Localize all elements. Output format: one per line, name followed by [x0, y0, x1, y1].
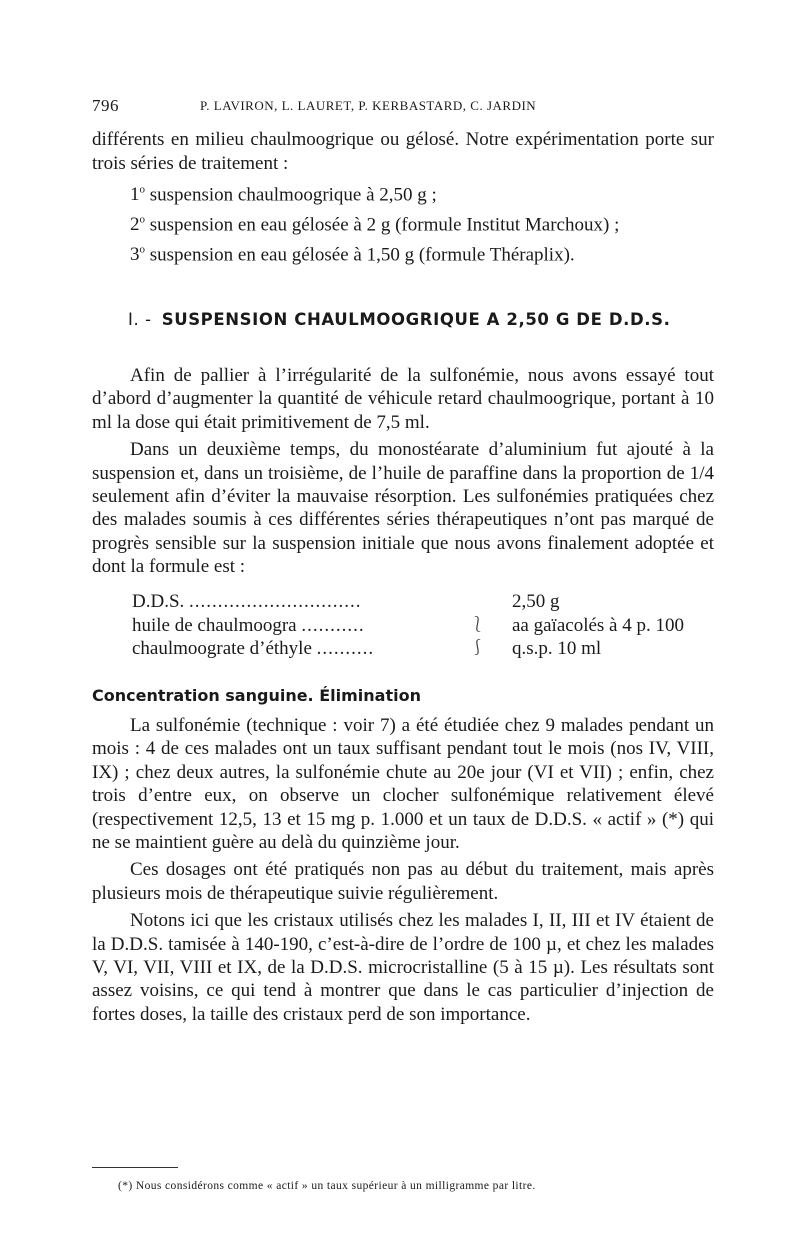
- list-item: 2$^o$ suspension en eau gélosée à 2 g (formule Institut Marchoux) ;: [130, 213, 620, 236]
- paragraph: Afin de pallier à l’irrégularité de la sulfonémie, nous avons essayé tout d’abord d’augmenter la quantité de véhicule retard chaulmoogrique, portant à 10 ml la dose qui était primitivement de 7,5 ml.: [92, 365, 714, 433]
- paragraph: Ces dosages ont été pratiqués non pas au début du traitement, mais après plusieurs mois de thérapeutique suivie régulièrement.: [92, 859, 714, 904]
- list-item: 3$^o$ suspension en eau gélosée à 1,50 g (formule Théraplix).: [130, 243, 575, 265]
- paragraph: La sulfonémie (technique : voir 7) a été étudiée chez 9 malades pendant un mois : 4 de ces malades ont un taux suffisant pendant tout le mois (nos IV, VIII, IX) ; chez deux autres, la sulfonémie chute au 20e jour (VI et VII) ; enfin, chez trois d’entre eux, on observe un clocher sulfonémique relativement élevé (respectivement 12,5, 13 et 15 mg p. 1.000 et un taux de D.D.S. « actif » (*) qui ne se maintient guère au delà du quinzième jour.: [92, 715, 714, 854]
- formula-row: huile de chaulmoogra ........... ⎱ aa gaïacolés à 4 p. 100: [132, 614, 684, 636]
- footnote: (*) Nous considérons comme « actif » un taux supérieur à un milligramme par litre.: [118, 1180, 536, 1192]
- treatment-series-list: [92, 179, 714, 266]
- section-number: I. -: [128, 310, 152, 329]
- formula-row: chaulmoograte d’éthyle .......... ⎰ q.s.p. 10 ml: [132, 638, 602, 659]
- section-title: SUSPENSION CHAULMOOGRIQUE A 2,50 G DE D.D.S.: [161, 310, 671, 329]
- page-number: 796: [92, 96, 119, 115]
- formula-table: [132, 590, 712, 661]
- paragraph: Notons ici que les cristaux utilisés chez les malades I, II, III et IV étaient de la D.D.S. tamisée à 140-190, c’est-à-dire de l’ordre de 100 µ, et chez les malades V, VI, VII, VIII et IX, de la D.D.S. microcristalline (5 à 15 µ). Les résultats sont assez voisins, ce qui tend à montrer que dans le cas particulier d’injection de fortes doses, la taille des cristaux perd de son importance.: [92, 910, 714, 1025]
- body-section-1: [92, 364, 714, 583]
- page-header: [92, 96, 712, 118]
- formula-row: D.D.S. .............................. 2,50 g: [132, 591, 560, 612]
- subheading: Concentration sanguine. Élimination: [92, 686, 421, 705]
- body-section-2: [92, 714, 714, 1030]
- section-heading: [128, 310, 728, 329]
- list-item: 1$^o$ suspension chaulmoogrique à 2,50 g ;: [130, 184, 437, 206]
- paragraph: Dans un deuxième temps, du monostéarate d’aluminium fut ajouté à la suspension et, dans un troisième, de l’huile de paraffine dans la proportion de 1/4 seulement afin d’éviter la mauvaise résorption. Les sulfonémies pratiquées chez des malades soumis à ces différentes séries thérapeutiques n’ont pas marqué de progrès sensible sur la suspension initiale que nous avons finalement adoptée et dont la formule est :: [92, 439, 714, 578]
- running-head-authors: P. LAVIRON, L. LAURET, P. KERBASTARD, C. JARDIN: [200, 98, 537, 113]
- intro-block: [92, 128, 714, 268]
- intro-paragraph: différents en milieu chaulmoogrique ou gélosé. Notre expérimentation porte sur trois séries de traitement :: [92, 129, 714, 174]
- footnote-divider: [92, 1167, 178, 1168]
